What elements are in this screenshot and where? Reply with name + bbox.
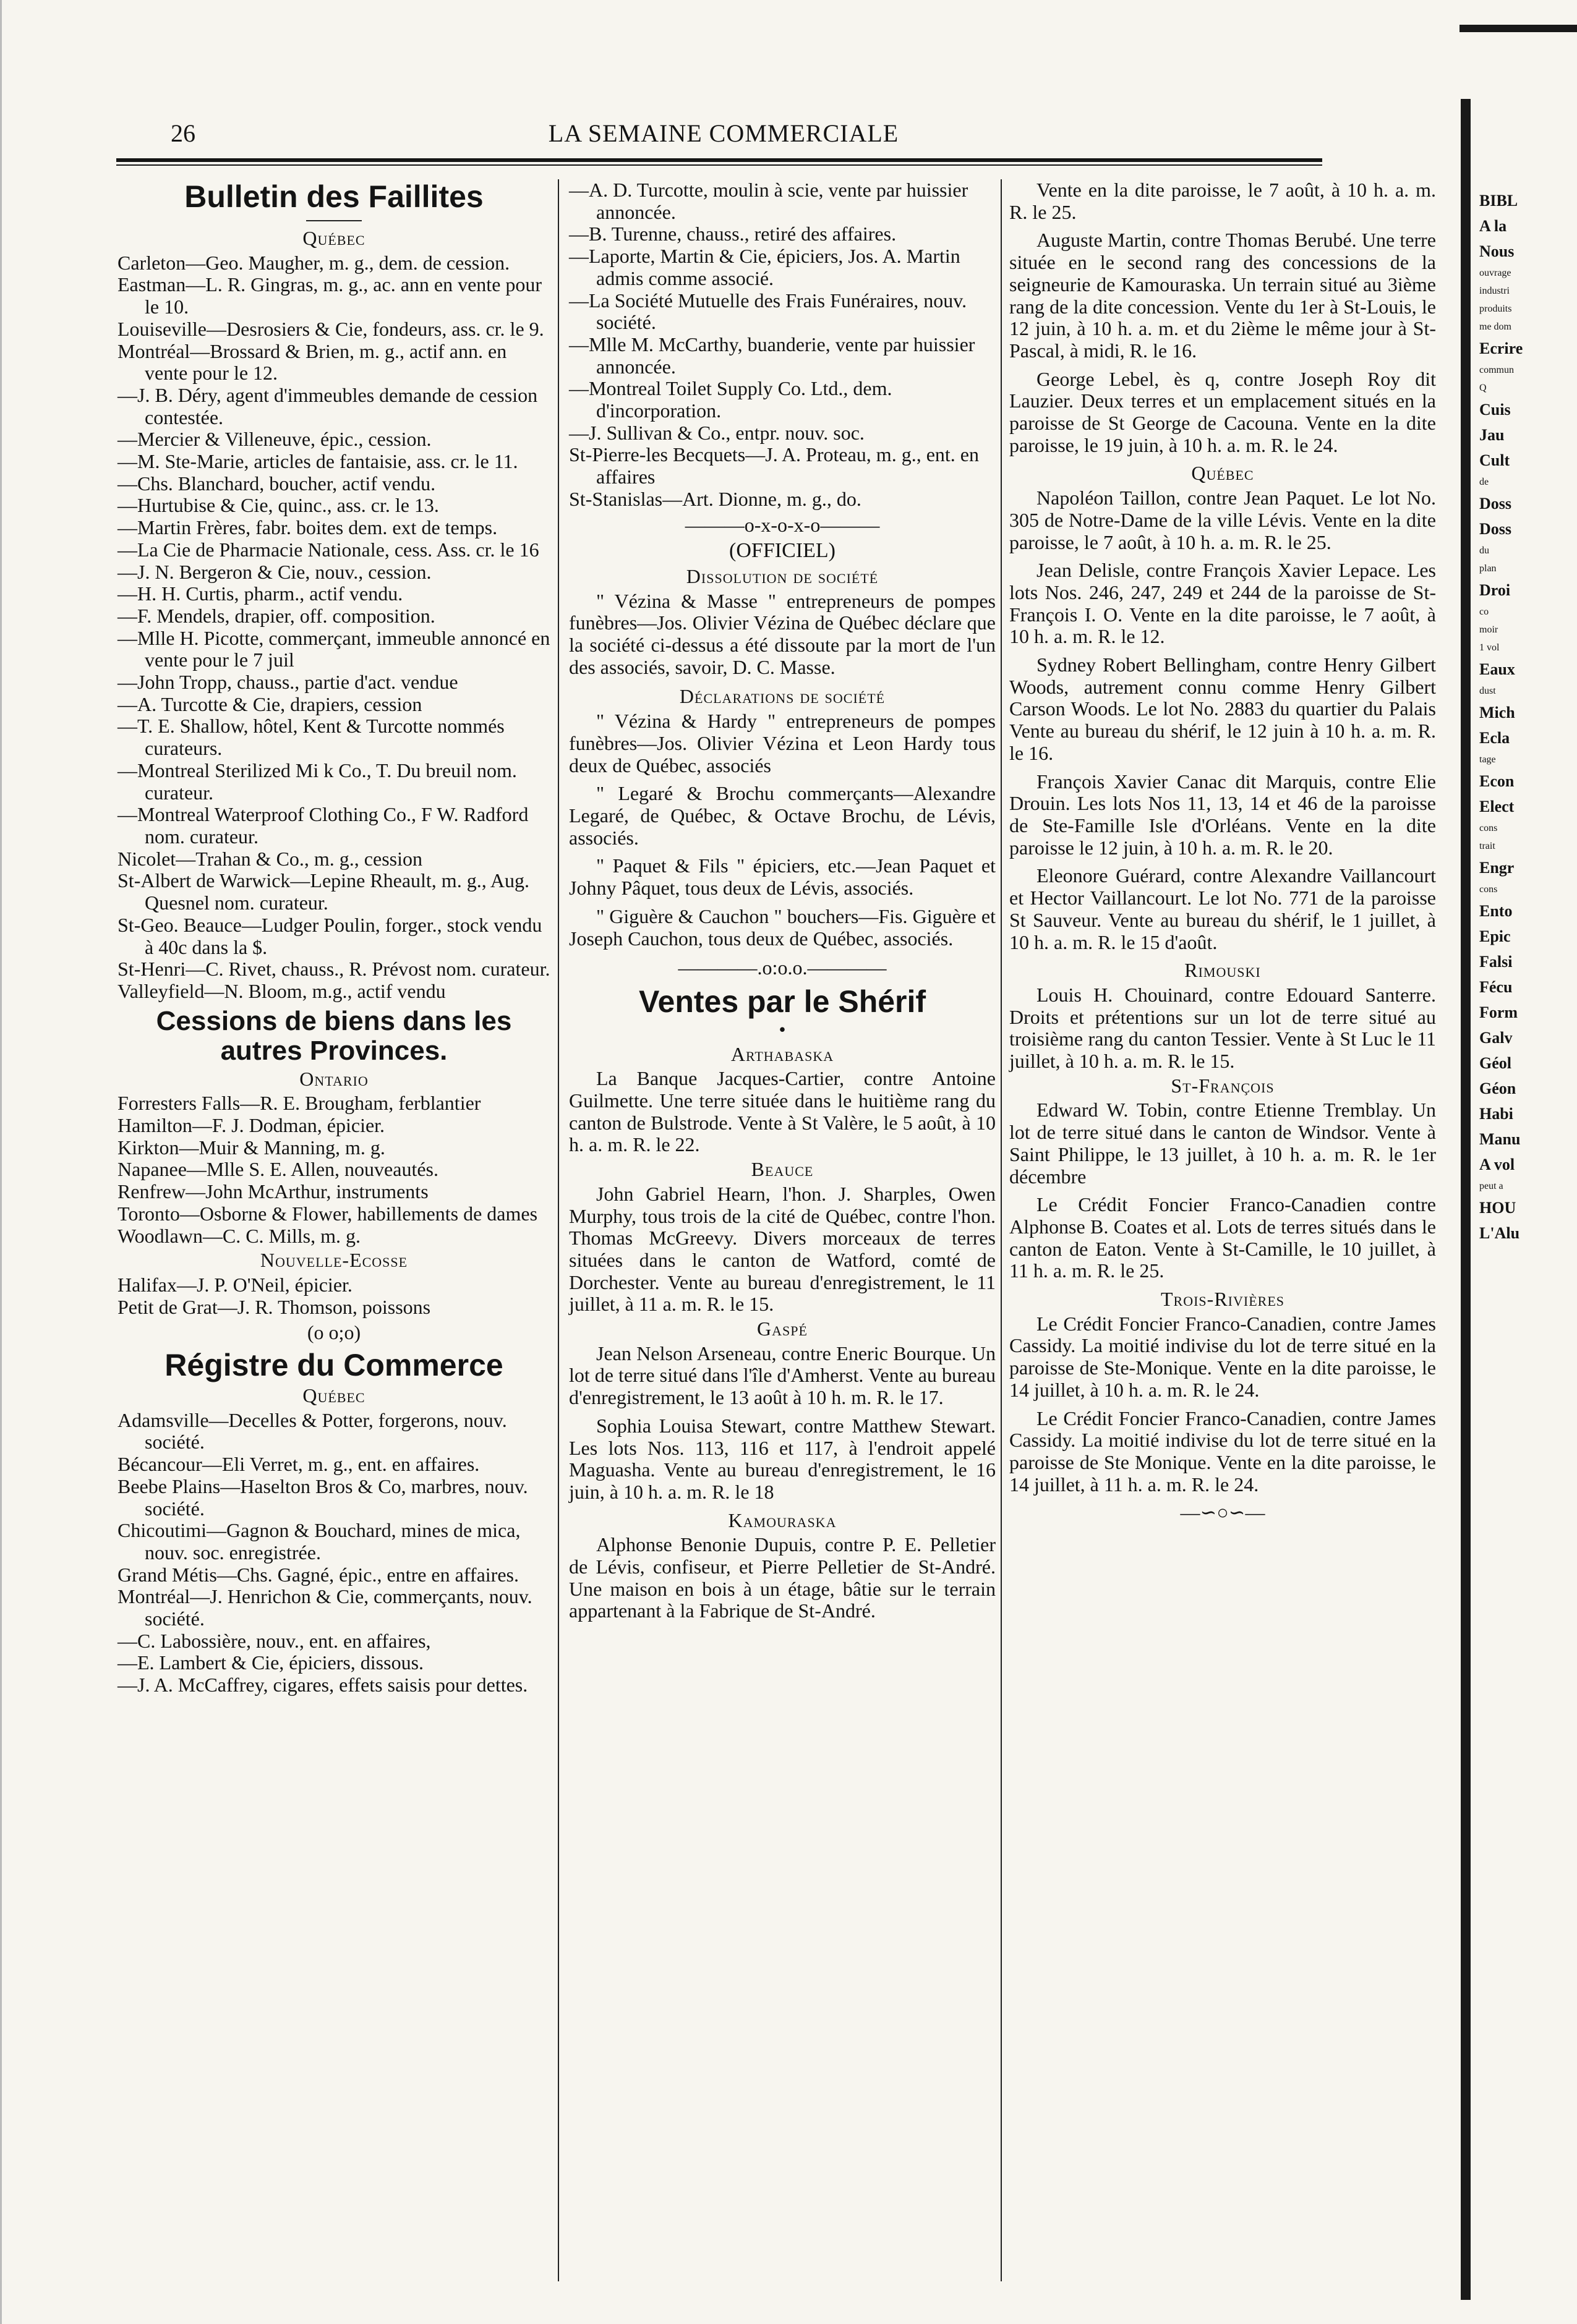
cession-entry: Forresters Falls—R. E. Brougham, ferblantier xyxy=(118,1092,481,1115)
rimouski-text: Louis H. Chouinard, contre Edouard Santerre. Droits et prétentions sur un lot de terre situé au troisième rang du canton Tessier. Vente à St Luc le 11 juillet, à 10 h. a. m. R. le 15. xyxy=(1009,983,1436,1073)
faillite-entry: —Mlle H. Picotte, commerçant, immeuble annoncé en vente pour le 7 juil xyxy=(118,626,550,671)
subheading-quebec: Québec xyxy=(302,227,365,249)
fragment-word: Form xyxy=(1479,1003,1518,1021)
vente-entry: Vente en la dite paroisse, le 7 août, à 10 h. a. m. R. le 25. xyxy=(1009,179,1436,223)
quebec-ventes-list xyxy=(1009,487,1436,953)
registre-entry: Montréal—J. Henrichon & Cie, commerçants, nouv. société. xyxy=(118,1585,532,1630)
column-1 xyxy=(118,179,550,2305)
registre-entry: —Montreal Toilet Supply Co. Ltd., dem. d'incorporation. xyxy=(569,377,892,422)
registre-entry: Beebe Plains—Haselton Bros & Co, marbres, nouv. société. xyxy=(118,1475,528,1520)
registre-entry: St-Stanislas—Art. Dionne, m. g., do. xyxy=(569,487,861,510)
fragment-word: HOU xyxy=(1479,1199,1516,1217)
header-rule xyxy=(116,158,1322,162)
vente-entry: François Xavier Canac dit Marquis, contre Elie Drouin. Les lots Nos 11, 13, 14 et 46 de la paroisse de Ste-Famille Isle d'Orléans. Vente en la dite paroisse le 12 juin, à 10 h. a. m. R. le 20. xyxy=(1009,770,1436,859)
declaration-entry: " Legaré & Brochu commerçants—Alexandre Legaré, de Québec, & Octave Brochu, de Lévis, associés. xyxy=(569,782,996,849)
faillite-entry: Nicolet—Trahan & Co., m. g., cession xyxy=(118,847,422,870)
cession-entry: Toronto—Osborne & Flower, habillements de dames xyxy=(118,1202,538,1225)
subheading-trois-rivieres: Trois-Rivières xyxy=(1161,1288,1284,1311)
registre-entry: —E. Lambert & Cie, épiciers, dissous. xyxy=(118,1651,424,1674)
faillite-entry: Carleton—Geo. Maugher, m. g., dem. de cession. xyxy=(118,251,510,274)
column-divider xyxy=(1001,179,1002,2281)
fragment-word: cons xyxy=(1479,884,1498,895)
faillite-entry: —Chs. Blanchard, boucher, actif vendu. xyxy=(118,472,436,495)
fragment-word: Elect xyxy=(1479,798,1515,815)
registre-entry: —B. Turenne, chauss., retiré des affaires. xyxy=(569,223,897,245)
fragment-word: Falsi xyxy=(1479,953,1513,971)
vente-entry: Jean Delisle, contre François Xavier Lepace. Les lots Nos. 246, 247, 249 et 244 de la paroisse de St-François I. O. Vente en la dite paroisse, le 7 août, à 10 h. a. m. R. le 12. xyxy=(1009,559,1436,648)
fragment-word: cons xyxy=(1479,823,1498,833)
vente-entry: George Lebel, ès q, contre Joseph Roy dit Lauzier. Deux terres et un emplacement situés en la paroisse de St George de Cacouna. Vente en la dite paroisse, le 19 juin, à 10 h. a. m. R. le 24. xyxy=(1009,367,1436,456)
vente-entry: Napoléon Taillon, contre Jean Paquet. Le lot No. 305 de Notre-Dame de la ville Lévis. Vente en la dite paroisse, le 7 août, à 10 h. a. m. R. le 25. xyxy=(1009,487,1436,553)
faillite-entry: —T. E. Shallow, hôtel, Kent & Turcotte nommés curateurs. xyxy=(118,715,505,760)
faillite-entry: —F. Mendels, drapier, off. composition. xyxy=(118,604,435,627)
cession-entry: Hamilton—F. J. Dodman, épicier. xyxy=(118,1114,385,1137)
fragment-word: Géol xyxy=(1479,1054,1511,1072)
separator-ornament: ————.o:o.o.———— xyxy=(678,956,887,979)
faillite-entry: —J. B. Déry, agent d'immeubles demande de cession contestée. xyxy=(118,383,538,428)
registre-entry: —A. D. Turcotte, moulin à scie, vente par huissier annoncée. xyxy=(569,179,968,223)
fragment-word: Ecrire xyxy=(1479,339,1523,357)
short-rule xyxy=(306,220,362,221)
registre-entry: —Laporte, Martin & Cie, épiciers, Jos. A. Martin admis comme associé. xyxy=(569,245,960,289)
faillite-entry: Valleyfield—N. Bloom, m.g., actif vendu xyxy=(118,979,446,1002)
page-header xyxy=(136,119,1311,153)
vente-entry: Auguste Martin, contre Thomas Berubé. Une terre située en le second rang des concessions de la seigneurie de Kamouraska. Un terrain situé au 3ième rang de la dite concession. Vente du 1er à St-Louis, le 12 juin, à 10 h. a. m. et du 2ième le même jour à St-Pascal, à midi, R. le 16. xyxy=(1009,229,1436,362)
officiel-label: (OFFICIEL) xyxy=(729,539,836,563)
dissolution-text: " Vézina & Masse " entrepreneurs de pompes funèbres—Jos. Olivier Vézina de Québec déclare que la société ci-dessus a été dissoute par la mort de l'un des associés, savoir, D. C. Masse. xyxy=(569,589,996,678)
faillite-entry: —H. H. Curtis, pharm., actif vendu. xyxy=(118,582,403,605)
subheading-dissolution: Dissolution de société xyxy=(686,564,879,587)
fragment-word: Doss xyxy=(1479,495,1512,513)
vente-entry: Le Crédit Foncier Franco-Canadien, contre James Cassidy. La moitié indivise du lot de terre situé en la paroisse de Ste-Monique. Vente en la dite paroisse, le 14 juillet, à 10 h. a. m. R. le 24. xyxy=(1009,1312,1436,1401)
vente-entry: Le Crédit Foncier Franco-Canadien contre Alphonse B. Coates et al. Lots de terres situés dans le canton de Eaton. Vente à St-Camille, le 10 juillet, à 11 h. a. m. R. le 25. xyxy=(1009,1193,1436,1282)
faillite-entry: St-Geo. Beauce—Ludger Poulin, forger., stock vendu à 40c dans la $. xyxy=(118,913,542,958)
nouvelle-ecosse-list xyxy=(118,1274,550,1318)
faillite-entry: —Mercier & Villeneuve, épic., cession. xyxy=(118,428,432,451)
fragment-word: dust xyxy=(1479,686,1496,696)
publication-title: LA SEMAINE COMMERCIALE xyxy=(548,119,899,147)
faillite-entry: Montréal—Brossard & Brien, m. g., actif ann. en vente pour le 12. xyxy=(118,339,507,385)
vente-entry: Eleonore Guérard, contre Alexandre Vaillancourt et Hector Vaillancourt. Le lot No. 771 de la paroisse St Sauveur. Vente au bureau du shérif, le 1 juillet, à 10 h. a. m. R. le 15 d'août. xyxy=(1009,864,1436,953)
fragment-word: Cult xyxy=(1479,451,1510,469)
fragment-word: Q xyxy=(1479,383,1487,393)
fragment-word: de xyxy=(1479,477,1489,487)
column-2 xyxy=(569,179,996,2305)
registre-entry: —J. Sullivan & Co., entpr. nouv. soc. xyxy=(569,421,865,444)
subheading-nouvelle-ecosse: Nouvelle-Ecosse xyxy=(260,1249,408,1272)
registre-entry: —J. A. McCaffrey, cigares, effets saisis pour dettes. xyxy=(118,1674,528,1696)
st-francois-list xyxy=(1009,1099,1436,1282)
fragment-word: Nous xyxy=(1479,242,1515,260)
fragment-word: Econ xyxy=(1479,772,1515,790)
subheading-quebec-ventes: Québec xyxy=(1191,462,1254,485)
fragment-word: moir xyxy=(1479,624,1498,635)
kamouraska-continued xyxy=(1009,179,1436,456)
separator-ornament: ———o-x-o-x-o——— xyxy=(685,513,880,536)
subheading-st-francois: St-François xyxy=(1171,1074,1275,1097)
registre-entry: —Mlle M. McCarthy, buanderie, vente par huissier annoncée. xyxy=(569,333,975,378)
registre-entry: Grand Métis—Chs. Gagné, épic., entre en affaires. xyxy=(118,1563,519,1586)
declaration-entry: " Vézina & Hardy " entrepreneurs de pompes funèbres—Jos. Olivier Vézina et Leon Hardy tous deux de Québec, associés xyxy=(569,710,996,777)
cession-entry: Petit de Grat—J. R. Thomson, poissons xyxy=(118,1295,431,1318)
subheading-ontario: Ontario xyxy=(299,1067,369,1090)
end-ornament: —∽○∽— xyxy=(1180,1501,1265,1524)
faillites-list xyxy=(118,252,550,1003)
cession-entry: Renfrew—John McArthur, instruments xyxy=(118,1180,429,1203)
faillite-entry: Eastman—L. R. Gingras, m. g., ac. ann en vente pour le 10. xyxy=(118,273,542,318)
gaspe-entry: Jean Nelson Arseneau, contre Eneric Bourque. Un lot de terre situé dans l'île d'Amherst. Vente au bureau d'enregistrement, le 13 août à 10 h. m. R. le 17. xyxy=(569,1342,996,1409)
page-number: 26 xyxy=(171,119,195,147)
fragment-word: Ecla xyxy=(1479,729,1510,747)
header-rule-thin xyxy=(116,164,1322,166)
column-divider xyxy=(558,179,559,2281)
section-title-ventes: Ventes par le Shérif xyxy=(638,984,926,1019)
fragment-word: Galv xyxy=(1479,1029,1513,1047)
section-title-cessions: Cessions de biens dans les autres Provinces. xyxy=(156,1005,512,1066)
registre-entry: Adamsville—Decelles & Potter, forgerons, nouv. société. xyxy=(118,1408,507,1454)
faillite-entry: —Martin Frères, fabr. boites dem. ext de temps. xyxy=(118,516,498,539)
adjacent-page-rule xyxy=(1459,25,1577,32)
subheading-declarations: Déclarations de société xyxy=(679,685,886,708)
ontario-list xyxy=(118,1092,550,1247)
faillite-entry: —La Cie de Pharmacie Nationale, cess. Ass. cr. le 16 xyxy=(118,538,539,561)
fragment-word: ouvrage xyxy=(1479,268,1511,278)
arthabaska-text: La Banque Jacques-Cartier, contre Antoine Guilmette. Une terre située dans le huitième rang du canton de Bulstrode. Vente à St Valère, le 5 août, à 10 h. a. m. R. le 22. xyxy=(569,1067,996,1156)
registre-list-continued xyxy=(569,179,996,511)
registre-entry: —La Société Mutuelle des Frais Funéraires, nouv. société. xyxy=(569,289,967,334)
fragment-word: Manu xyxy=(1479,1130,1521,1148)
declaration-entry: " Paquet & Fils " épiciers, etc.—Jean Paquet et Johny Pâquet, tous deux de Lévis, associés. xyxy=(569,854,996,900)
fragment-word: Jau xyxy=(1479,426,1505,444)
subheading-rimouski: Rimouski xyxy=(1184,959,1261,982)
vente-entry: Le Crédit Foncier Franco-Canadien, contre James Cassidy. La moitié indivise du lot de terre situé en la paroisse de Ste Monique. Vente en la dite paroisse, le 14 juillet, à 11 h. a. m. R. le 24. xyxy=(1009,1407,1436,1496)
fragment-word: me dom xyxy=(1479,321,1511,332)
column-3 xyxy=(1009,179,1436,2305)
fragment-word: L'Alu xyxy=(1479,1224,1520,1242)
cession-entry: Woodlawn—C. C. Mills, m. g. xyxy=(118,1224,361,1247)
section-title-registre: Régistre du Commerce xyxy=(165,1348,503,1383)
vente-entry: Sydney Robert Bellingham, contre Henry Gilbert Woods, autrement connu comme Henry Gilbert Carson Woods. Le lot No. 2883 du quartier du Palais Vente au bureau du shérif, le 12 juin à 10 h. a. m. R. le 16. xyxy=(1009,653,1436,764)
fragment-word: peut a xyxy=(1479,1181,1503,1191)
fragment-word: Fécu xyxy=(1479,978,1513,996)
faillite-entry: —M. Ste-Marie, articles de fantaisie, ass. cr. le 11. xyxy=(118,450,518,473)
subheading-gaspe: Gaspé xyxy=(757,1317,808,1340)
fragment-word: Mich xyxy=(1479,704,1515,721)
faillite-entry: —Montreal Sterilized Mi k Co., T. Du breuil nom. curateur. xyxy=(118,759,517,804)
declaration-entry: " Giguère & Cauchon " bouchers—Fis. Giguère et Joseph Cauchon, tous deux de Québec, associés. xyxy=(569,904,996,950)
subheading-beauce: Beauce xyxy=(751,1158,814,1181)
faillite-entry: —John Tropp, chauss., partie d'act. vendue xyxy=(118,671,458,694)
subheading-quebec-registre: Québec xyxy=(302,1384,365,1407)
fragment-word: Eaux xyxy=(1479,660,1515,678)
cession-entry: Napanee—Mlle S. E. Allen, nouveautés. xyxy=(118,1158,438,1181)
registre-entry: —C. Labossière, nouv., ent. en affaires, xyxy=(118,1629,431,1652)
registre-list xyxy=(118,1410,550,1696)
fragment-word: Ento xyxy=(1479,902,1513,920)
cession-entry: Halifax—J. P. O'Neil, épicier. xyxy=(118,1273,353,1296)
fragment-word: A la xyxy=(1479,217,1507,235)
fragment-word: Cuis xyxy=(1479,401,1511,419)
subheading-kamouraska: Kamouraska xyxy=(728,1509,837,1531)
fragment-word: commun xyxy=(1479,365,1514,375)
section-title-faillites: Bulletin des Faillites xyxy=(184,179,484,214)
subheading-arthabaska: Arthabaska xyxy=(730,1042,834,1065)
faillite-entry: Louiseville—Desrosiers & Cie, fondeurs, ass. cr. le 9. xyxy=(118,317,544,340)
fragment-word: Epic xyxy=(1479,927,1511,945)
fragment-word: industri xyxy=(1479,286,1510,296)
fragment-word: co xyxy=(1479,607,1489,617)
fragment-word: Doss xyxy=(1479,520,1512,538)
fragment-word: Droi xyxy=(1479,581,1511,599)
registre-entry: St-Pierre-les Becquets—J. A. Proteau, m. g., ent. en affaires xyxy=(569,443,979,488)
trois-rivieres-list xyxy=(1009,1313,1436,1496)
fragment-word: Géon xyxy=(1479,1079,1516,1097)
declarations-list xyxy=(569,710,996,950)
fragment-word: tage xyxy=(1479,754,1496,765)
fragment-word: plan xyxy=(1479,563,1497,574)
registre-entry: Chicoutimi—Gagnon & Bouchard, mines de mica, nouv. soc. enregistrée. xyxy=(118,1519,521,1564)
kamouraska-text: Alphonse Benonie Dupuis, contre P. E. Pelletier de Lévis, confiseur, et Pierre Pelletier de St-André. Une maison en bois à un étage, bâtie sur le terrain appartenant à la Fabrique de St-André. xyxy=(569,1533,996,1622)
fragment-word: du xyxy=(1479,545,1489,556)
adjacent-page-edge xyxy=(1461,99,1471,2300)
bullet-ornament: • xyxy=(779,1018,786,1041)
faillite-entry: St-Henri—C. Rivet, chauss., R. Prévost nom. curateur. xyxy=(118,958,550,981)
faillite-entry: St-Albert de Warwick—Lepine Rheault, m. g., Aug. Quesnel nom. curateur. xyxy=(118,869,530,914)
fragment-word: 1 vol xyxy=(1479,642,1500,653)
fragment-word: trait xyxy=(1479,841,1495,851)
faillite-entry: —Hurtubise & Cie, quinc., ass. cr. le 13. xyxy=(118,494,439,517)
fragment-word: BIBL xyxy=(1479,192,1518,210)
separator-ornament: (o o;o) xyxy=(307,1321,361,1344)
fragment-word: A vol xyxy=(1479,1156,1515,1173)
registre-entry: Bécancour—Eli Verret, m. g., ent. en affaires. xyxy=(118,1453,480,1476)
adjacent-page-fragment xyxy=(1479,192,1577,1249)
cession-entry: Kirkton—Muir & Manning, m. g. xyxy=(118,1136,385,1159)
faillite-entry: —A. Turcotte & Cie, drapiers, cession xyxy=(118,692,422,715)
faillite-entry: —Montreal Waterproof Clothing Co., F W. Radford nom. curateur. xyxy=(118,803,529,848)
beauce-text: John Gabriel Hearn, l'hon. J. Sharples, Owen Murphy, tous trois de la cité de Québec, contre l'hon. Thomas McGreevy. Divers morceaux de terres situées dans le canton de Watford, comté de Dorchester. Vente au bureau d'enregistrement, le 11 juillet, à 11 a. m. R. le 15. xyxy=(569,1182,996,1316)
fragment-word: produits xyxy=(1479,304,1512,314)
vente-entry: Edward W. Tobin, contre Etienne Tremblay. Un lot de terre situé dans le canton de Windsor. Vente à Saint Philippe, le 13 juillet, à 10 h. a. m. R. le 1er décembre xyxy=(1009,1099,1436,1188)
fragment-word: Engr xyxy=(1479,859,1515,877)
page-edge xyxy=(0,0,2,2324)
gaspe-list xyxy=(569,1343,996,1504)
fragment-word: Habi xyxy=(1479,1105,1513,1123)
gaspe-entry: Sophia Louisa Stewart, contre Matthew Stewart. Les lots Nos. 113, 116 et 117, à l'endroit appelé Maguasha. Vente au bureau d'enregistrement, le 16 juin, à 10 h. a. m. R. le 18 xyxy=(569,1414,996,1503)
faillite-entry: —J. N. Bergeron & Cie, nouv., cession. xyxy=(118,560,432,583)
